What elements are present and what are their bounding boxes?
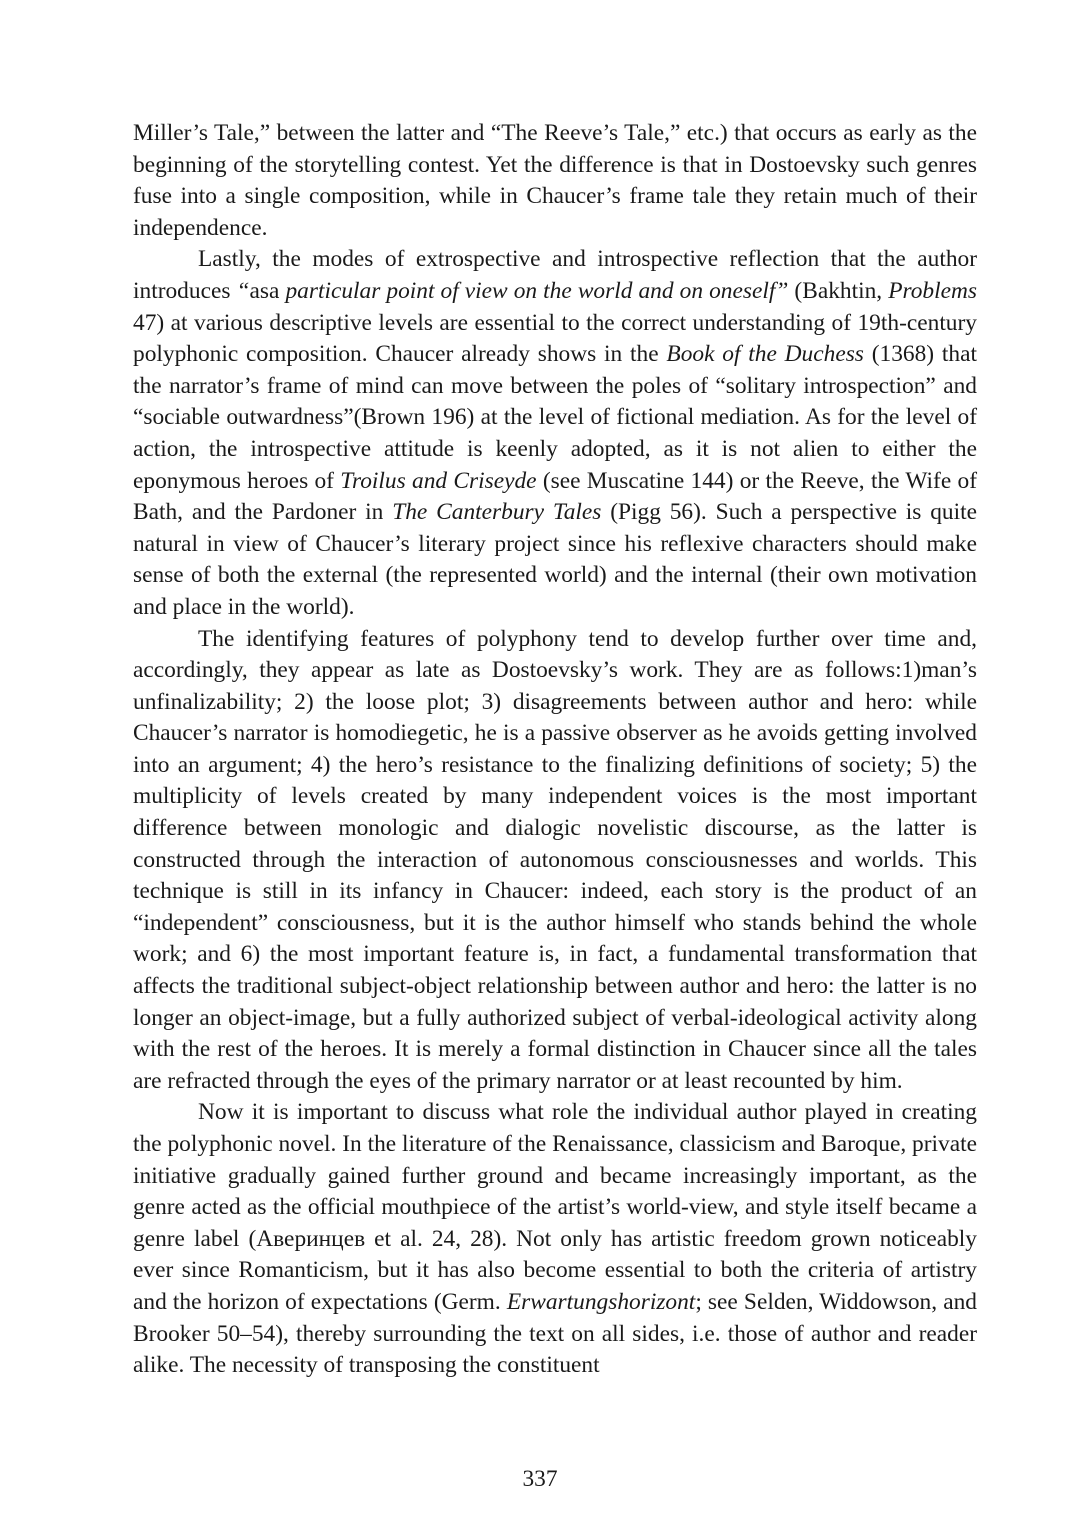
- text-segment: Lastly, the modes of extrospective and introspective reflection that the author introduces: [133, 246, 977, 304]
- text-segment: asa: [249, 277, 286, 304]
- italic-text: Erwartungshorizont: [506, 1288, 696, 1315]
- italic-text: Book of the Duchess: [666, 341, 864, 368]
- page-body: [133, 118, 977, 1382]
- italic-text: The Canterbury Tales: [392, 499, 602, 526]
- page-number: 337: [522, 1466, 558, 1492]
- text-segment: 47) at various descriptive levels are essential to the correct understanding of 19th-century polyphonic composition. Chaucer already shows in the: [133, 309, 977, 368]
- italic-text: particular point of view on the world and on oneself”: [285, 277, 789, 304]
- italic-text: Troilus and Criseyde: [340, 467, 537, 494]
- paragraph: [133, 1097, 977, 1381]
- text-segment: Miller’s Tale,” between the latter and “The Reeve’s Tale,” etc.) that occurs as early as the beginning of the storytelling contest. Yet the difference is that in Dostoevsky such genres fuse into a single composition, while in Chaucer’s frame tale they retain much of their independence.: [133, 120, 977, 241]
- text-segment: (Bakhtin,: [788, 277, 889, 304]
- text-segment: (see Muscatine 144) or the Reeve, the Wife of Bath, and the Pardoner in: [133, 467, 977, 526]
- text-segment: (Pigg 56). Such a perspective is quite natural in view of Chaucer’s literary project since his reflexive characters should make sense of both the external (the represented world) and the internal (their own motivation and place in the world).: [133, 499, 978, 620]
- text-segment: ; see Selden, Widdowson, and Brooker 50–54), thereby surrounding the text on all sides, i.e. those of author and reader alike. The necessity of transposing the constituent: [133, 1288, 977, 1379]
- text-segment: (1368) that the narrator’s frame of mind can move between the poles of “solitary introspection” and “sociable outwardness”(Brown 196) at the level of fictional mediation. As for the level of action, the introspective attitude is keenly adopted, as it is not alien to either the eponymous heroes of: [133, 341, 977, 494]
- italic-text: “: [236, 277, 250, 304]
- italic-text: Problems: [888, 277, 977, 304]
- paragraph: [133, 624, 977, 1098]
- paragraph: [133, 244, 977, 623]
- text-segment: Now it is important to discuss what role the individual author played in creating the polyphonic novel. In the literature of the Renaissance, classicism and Baroque, private initiative gradually gained further ground and became increasingly important, as the genre acted as the official mouthpiece of the artist’s world-view, and style itself became a genre label (Аверинцев et al. 24, 28). Not only has artistic freedom grown noticeably ever since Romanticism, but it has also become essential to both the criteria of artistry and the horizon of expectations (Germ.: [133, 1099, 977, 1315]
- paragraph: [133, 118, 977, 244]
- text-segment: The identifying features of polyphony tend to develop further over time and, accordingly, they appear as late as Dostoevsky’s work. They are as follows:1)man’s unfinalizability; 2) the loose plot; 3) disagreements between author and hero: while Chaucer’s narrator is homodiegetic, he is a passive observer as he avoids getting involved into an argument; 4) the hero’s resistance to the finalizing definitions of society; 5) the multiplicity of levels created by many independent voices is the most important difference between monologic and dialogic novelistic discourse, as the latter is constructed through the interaction of autonomous consciousnesses and worlds. This technique is still in its infancy in Chaucer: indeed, each story is the product of an “independent” consciousness, but it is the author himself who stands behind the whole work; and 6) the most important feature is, in fact, a fundamental transformation that affects the traditional subject-object relationship between author and hero: the latter is no longer an object-image, but a fully authorized subject of verbal-ideological activity along with the rest of the heroes. It is merely a formal distinction in Chaucer since all the tales are refracted through the eyes of the primary narrator or at least recounted by him.: [133, 625, 977, 1094]
